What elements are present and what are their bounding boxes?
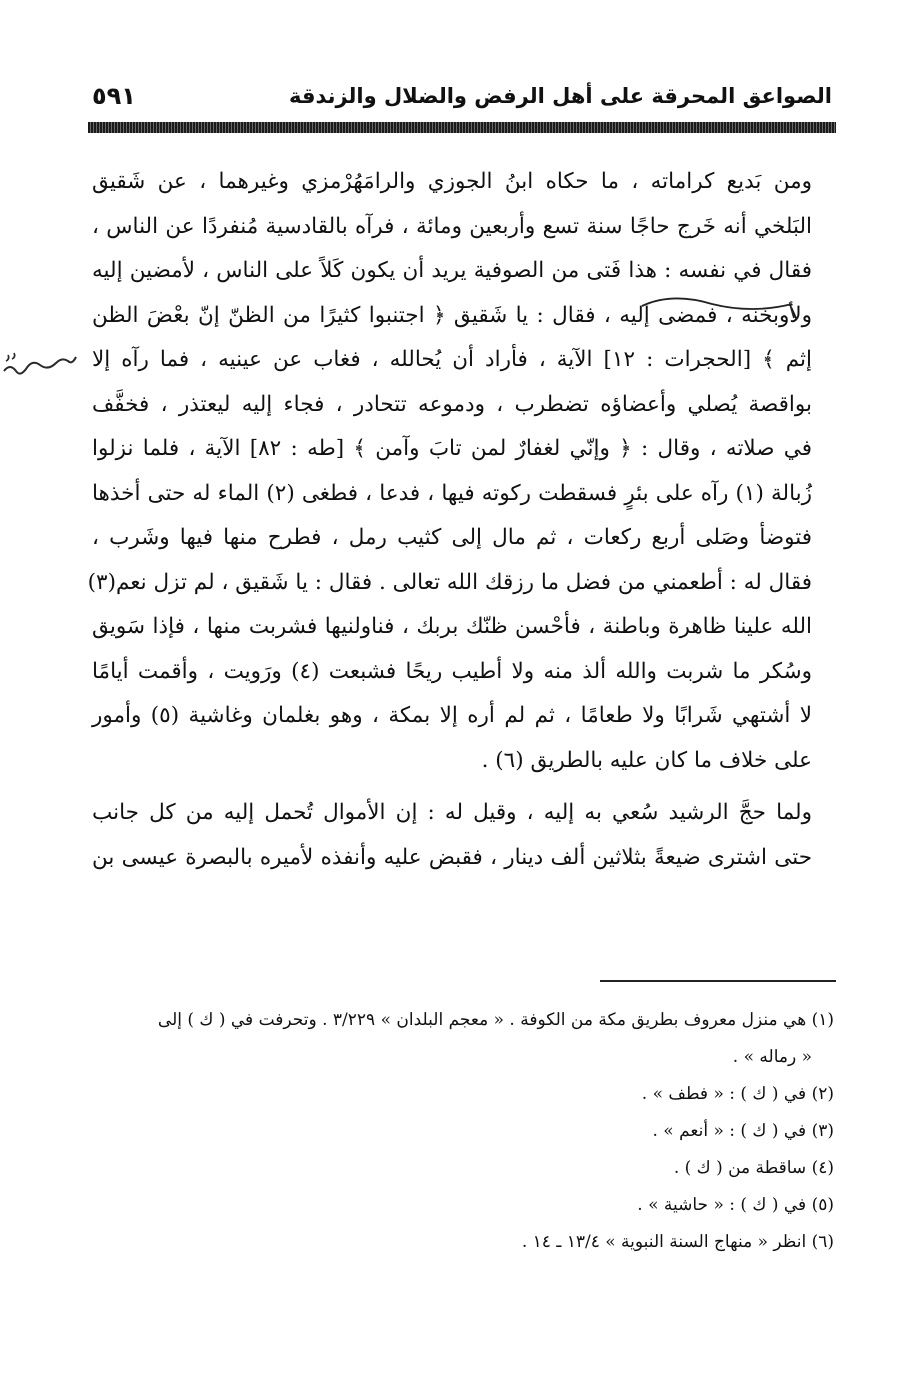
footnotes: [92, 1002, 834, 1261]
margin-scribble-icon: [0, 345, 82, 385]
text-line: في صلاته ، وقال : ﴿ وإنّي لغفارٌ لمن تابَ وآمن ﴾ [طه : ٨٢] الآية ، فلما نزلوا: [92, 436, 813, 461]
footnote-5: (٥) في ( ك ) : « حاشية » .: [637, 1195, 834, 1215]
text-line: إثم ﴾ [الحجرات : ١٢] الآية ، فأراد أن يُحالله ، فغاب عن عينيه ، فما رآه إلا: [92, 347, 812, 372]
running-title: الصواعق المحرقة على أهل الرفض والضلال والزندقة: [288, 84, 832, 108]
text-line: وسُكر ما شربت والله ألذ منه ولا أطيب ريحًا فشبعت (٤) ورَويت ، وأقمت أيامًا: [92, 658, 812, 684]
paragraph-2: [92, 791, 834, 880]
footnote-1: (١) هي منزل معروف بطريق مكة من الكوفة . « معجم البلدان » ٣/٢٢٩ . وتحرفت في ( ك ) إلى: [157, 1010, 834, 1030]
text-line: ولما حجَّ الرشيد سُعي به إليه ، وقيل له : إن الأموال تُحمل إليه من كل جانب: [92, 800, 812, 825]
header-rule: [88, 122, 836, 133]
footnote-1-continued: « رماله » .: [732, 1047, 812, 1067]
text-line: حتى اشترى ضيعةً بثلاثين ألف دينار ، فقبض عليه وأنفذه لأميره بالبصرة عيسى بن: [92, 844, 812, 870]
text-line: زُبالة (١) رآه على بئرٍ فسقطت ركوته فيها ، فدعا ، فطغى (٢) الماء له حتى أخذها: [92, 480, 812, 506]
text-line: ومن بَديع كراماته ، ما حكاه ابنُ الجوزي والرامَهُرْمزي وغيرهما ، عن شَقيق: [92, 169, 812, 194]
main-text: [87, 160, 834, 880]
text-line: على خلاف ما كان عليه بالطريق (٦) .: [481, 747, 812, 773]
footnote-2: (٢) في ( ك ) : « فطف » .: [641, 1084, 834, 1104]
handwritten-margin-note: [0, 345, 82, 385]
text-line: البَلخي أنه خَرج حاجًا سنة تسع وأربعين ومائة ، فرآه بالقادسية مُنفردًا عن الناس ،: [92, 213, 812, 239]
text-line: فتوضأ وصَلى أربع ركعات ، ثم مال إلى كثيب رمل ، فطرح منها فيها وشَرب ،: [92, 525, 812, 550]
handwritten-correction-mark-icon: [640, 292, 840, 332]
text-line: الله علينا ظاهرة وباطنة ، فأحْسن ظنّك بربك ، فناولنيها فشربت منها ، فإذا سَويق: [92, 614, 812, 639]
text-line: ولأوبخنه ، فمضى إليه ، فقال : يا شَقيق ﴿ اجتنبوا كثيرًا من الظنّ إنّ بعْضَ الظن: [92, 302, 812, 328]
footnote-3: (٣) في ( ك ) : « أنعم » .: [652, 1121, 834, 1141]
text-line: فقال في نفسه : هذا فَتى من الصوفية يريد أن يكون كَلاً على الناس ، لأمضين إليه: [92, 258, 812, 283]
page-header: [92, 80, 832, 116]
text-line: بواقصة يُصلي وأعضاؤه تضطرب ، ودموعه تتحادر ، فجاء إليه ليعتذر ، فخفَّف: [92, 391, 812, 417]
text-line: فقال له : أطعمني من فضل ما رزقك الله تعالى . فقال : يا شَقيق ، لم تزل نعم(٣): [87, 569, 812, 595]
paragraph-1: [87, 160, 834, 783]
page-number: ٥٩١: [92, 82, 136, 110]
text-line: لا أشتهي شَرابًا ولا طعامًا ، ثم لم أره إلا بمكة ، وهو بغلمان وغاشية (٥) وأمور: [92, 703, 812, 728]
footnote-6: (٦) انظر « منهاج السنة النبوية » ١٣/٤ ـ ١٤ .: [521, 1232, 834, 1252]
footnote-separator: [600, 980, 836, 982]
footnote-4: (٤) ساقطة من ( ك ) .: [673, 1158, 834, 1178]
